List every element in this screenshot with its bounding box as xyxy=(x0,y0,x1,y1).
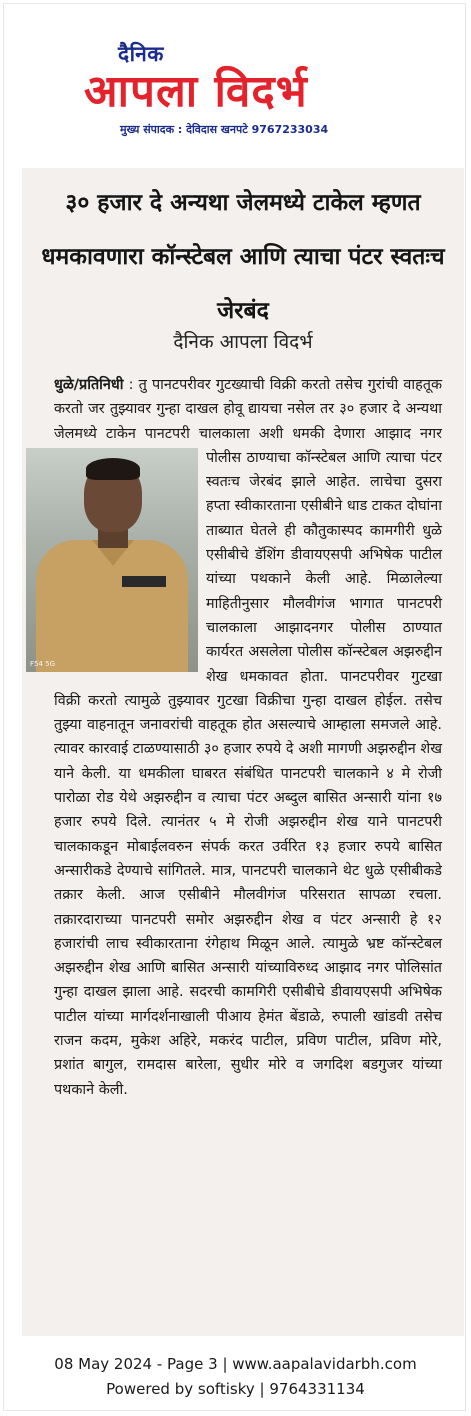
brand-logo-title: आपला विदर्भ xyxy=(84,66,308,117)
editor-line: मुख्य संपादक : देविदास खनपटे 9767233034 xyxy=(120,123,329,136)
article-clipping xyxy=(22,168,464,1336)
article-body-text: आझाद नगर पोलीस ठाण्याचा कॉन्स्टेबल आणि त्याचा पंटर स्वतःच जेरबंद झाले आहेत. लाचेचा दुसरा हप्ता स्वीकारताना एसीबीने धाड टाकत दोघांना ताब्यात घेतले ही कौतुकास्पद कामगीरी धुळे एसीबीचे डॅशिंग डीवायएसपी अभिषेक पाटील यांच्या पथकाने केली आहे. मिळालेल्या माहितीनुसार मौलवीगंज भागात पानटपरी चालकाला आझादनगर पोलीस ठाण्यात कार्यरत असलेला पोलीस कॉन्स्टेबल अझरुद्दीन शेख धमकावत होता. पानटपरीवर गुटखा विक्री करतो त्यामुळे तुझ्यावर गुटखा विक्रीचा गुन्हा दाखल होईल. तसेच तुझ्या वाहनातून जनावरांची वाहतूक होत असल्याचे आम्हाला समजले आहे. त्यावर कारवाई टाळण्यासाठी ३० हजार रुपये दे अशी मागणी अझरुद्दीन शेख याने केली. या धमकीला घाबरत संबंधित पानटपरी चालकाने ४ मे रोजी पारोळा रोड येथे अझरुद्दीन व त्याचा पंटर अब्दुल बासित अन्सारी यांना १७ हजार रुपये दिले. त्यानंतर ५ मे रोजी अझरुद्दीन शेख याने पानटपरी चालकाकडून मोबाईलवरुन संपर्क करत उर्वरित १३ हजार रुपये बासित अन्सारीकडे देण्याचे सांगितले. मात्र, पानटपरी चालकाने थेट धुळे एसीबीकडे तक्रार केली. आज एसीबीने मौलवीगंज परिसरात सापळा रचला. तक्रारदाराच्या पानटपरी समोर अझरुद्दीन शेख व पंटर अन्सारी हे १२ हजारांची लाच स्वीकारताना रंगेहाथ मिळून आले. त्यामुळे भ्रष्ट कॉन्स्टेबल अझरुद्दीन शेख आणि बासित अन्सारी यांच्याविरुध्द आझाद नगर पोलिसांत गुन्हा दाखल झाला आहे. सदरची कामगिरी एसीबीचे डीवायएसपी अभिषेक पाटील यांच्या मार्गदर्शनाखाली पीआय हेमंत बेंडाळे, रुपाली खांडवी तसेच राजन कदम, मुकेश अहिरे, मकरंद पाटील, प्रविण पाटील, प्रविण मोरे, प्रशांत बागुल, रामदास बारेला, सुधीर मोरे व जगदिश बडगुजर यांच्या पथकाने केली. xyxy=(54,425,442,1098)
article-dateline: धुळे/प्रतिनिधी xyxy=(54,377,124,393)
article-headline: ३० हजार दे अन्यथा जेलमध्ये टाकेल म्हणत धमकावणारा कॉन्स्टेबल आणि त्याचा पंटर स्वतःच जेरबंद xyxy=(41,190,445,324)
photo-name-badge xyxy=(122,576,166,587)
article-intro: : तु पानटपरीवर गुटख्याची विक्री करतो तसेच गुरांची वाहतूक करतो जर तुझ्यावर गुन्हा दाखल होवू द्यायचा नसेल तर ३० हजार दे अन्यथा जेलमध्ये टाकेन पानटपरी चालकाला अशी धमकी देणारा xyxy=(54,377,442,442)
footer-powered-by: Powered by softisky | 9764331134 xyxy=(106,1380,365,1398)
article-byline: दैनिक आपला विदर्भ xyxy=(173,331,313,353)
constable-photo xyxy=(26,448,198,672)
brand-small-title: दैनिक xyxy=(118,42,164,66)
photo-hair xyxy=(86,458,140,480)
photo-watermark: F54 5G xyxy=(30,659,56,668)
article-body xyxy=(30,373,442,1102)
footer-date-website: 08 May 2024 - Page 3 | www.aapalavidarbh.com xyxy=(54,1355,417,1373)
masthead xyxy=(0,30,471,150)
